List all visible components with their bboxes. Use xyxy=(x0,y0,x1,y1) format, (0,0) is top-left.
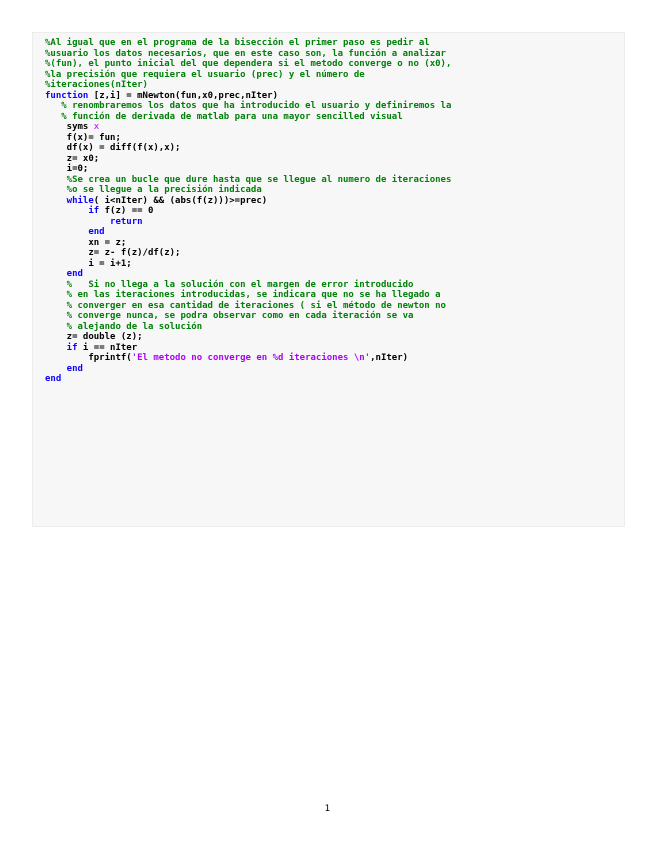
code-line xyxy=(45,332,451,343)
code-token-comment: % converger en esa cantidad de iteraciones ( si el método de newton no xyxy=(45,300,446,311)
code-line xyxy=(45,91,451,102)
code-line xyxy=(45,70,451,81)
code-token-normal: ,nIter) xyxy=(370,353,409,363)
code-token-comment: %iteraciones(nIter) xyxy=(45,80,148,90)
code-token-keyword: function xyxy=(45,90,89,101)
code-token-keyword: end xyxy=(45,269,83,279)
code-token-normal: z= z- f(z)/df(z); xyxy=(45,248,181,258)
code-token-comment: % en las iteraciones introducidas, se indicara que no se ha llegado a xyxy=(45,290,441,300)
code-line xyxy=(45,101,451,112)
code-line xyxy=(45,196,451,207)
code-token-comment: % converge nunca, se podra observar como en cada iteración se va xyxy=(45,311,414,321)
code-line xyxy=(45,185,451,196)
code-line xyxy=(45,80,451,91)
code-token-keyword: if xyxy=(45,206,100,216)
code-line xyxy=(45,38,451,49)
code-token-comment: % alejando de la solución xyxy=(45,321,203,332)
code-line xyxy=(45,217,451,228)
code-block xyxy=(32,32,625,527)
code-token-sym: x xyxy=(93,122,100,132)
code-line xyxy=(45,322,451,333)
code-listing xyxy=(45,38,451,385)
code-token-keyword: while xyxy=(45,195,94,206)
code-token-comment: % función de derivada de matlab para una mayor sencilled visual xyxy=(45,111,403,122)
code-token-keyword: end xyxy=(45,374,62,384)
code-line xyxy=(45,112,451,123)
code-token-normal: fprintf( xyxy=(45,353,132,363)
code-line xyxy=(45,248,451,259)
code-line xyxy=(45,227,451,238)
code-token-keyword: return xyxy=(45,216,143,227)
code-token-comment: % Si no llega a la solución con el margen de error introducido xyxy=(45,279,414,290)
code-token-normal: z= x0; xyxy=(45,153,100,164)
code-line xyxy=(45,143,451,154)
code-line xyxy=(45,154,451,165)
page-number: 1 xyxy=(324,804,331,814)
code-token-keyword: if xyxy=(45,342,78,353)
code-line xyxy=(45,374,451,385)
code-token-normal: f(x)= fun; xyxy=(45,132,121,143)
code-token-normal: z= double (z); xyxy=(45,332,143,342)
code-token-comment: %Al igual que en el programa de la bisección el primer paso es pedir al xyxy=(45,38,430,48)
code-line xyxy=(45,238,451,249)
code-token-comment: % renombraremos los datos que ha introducido el usuario y definiremos la xyxy=(45,101,452,111)
code-line xyxy=(45,175,451,186)
code-token-normal: syms xyxy=(45,122,94,132)
code-token-comment: %o se llegue a la precisión indicada xyxy=(45,185,262,195)
code-line xyxy=(45,269,451,280)
code-token-string: 'El metodo no converge en %d iteraciones \n' xyxy=(131,353,371,363)
code-token-comment: %(fun), el punto inicial del que dependera si el metodo converge o no (x0), xyxy=(45,59,452,69)
code-line xyxy=(45,311,451,322)
code-token-normal: i = i+1; xyxy=(45,258,132,269)
code-line xyxy=(45,206,451,217)
code-line xyxy=(45,164,451,175)
code-line xyxy=(45,280,451,291)
code-line xyxy=(45,343,451,354)
code-token-normal: ( i<nIter) && (abs(f(z)))>=prec) xyxy=(93,195,268,206)
code-token-normal: xn = z; xyxy=(45,237,127,248)
code-line xyxy=(45,133,451,144)
code-token-keyword: end xyxy=(45,227,105,237)
code-token-keyword: end xyxy=(45,363,83,374)
code-token-normal: i=0; xyxy=(45,164,89,174)
code-line xyxy=(45,301,451,312)
code-line xyxy=(45,59,451,70)
code-line xyxy=(45,259,451,270)
code-token-comment: %Se crea un bucle que dure hasta que se llegue al numero de iteraciones xyxy=(45,174,452,185)
code-token-comment: %usuario los datos necesarios, que en este caso son, la función a analizar xyxy=(45,48,446,59)
code-line xyxy=(45,290,451,301)
code-line xyxy=(45,364,451,375)
code-line xyxy=(45,122,451,133)
code-token-comment: %la precisión que requiera el usuario (prec) y el número de xyxy=(45,69,365,80)
code-token-normal: df(x) = diff(f(x),x); xyxy=(45,143,181,153)
code-token-normal: i == nIter xyxy=(77,342,138,353)
code-token-normal: [z,i] = mNewton(fun,x0,prec,nIter) xyxy=(88,90,279,101)
code-line xyxy=(45,353,451,364)
code-line xyxy=(45,49,451,60)
code-token-normal: f(z) == 0 xyxy=(99,206,154,216)
